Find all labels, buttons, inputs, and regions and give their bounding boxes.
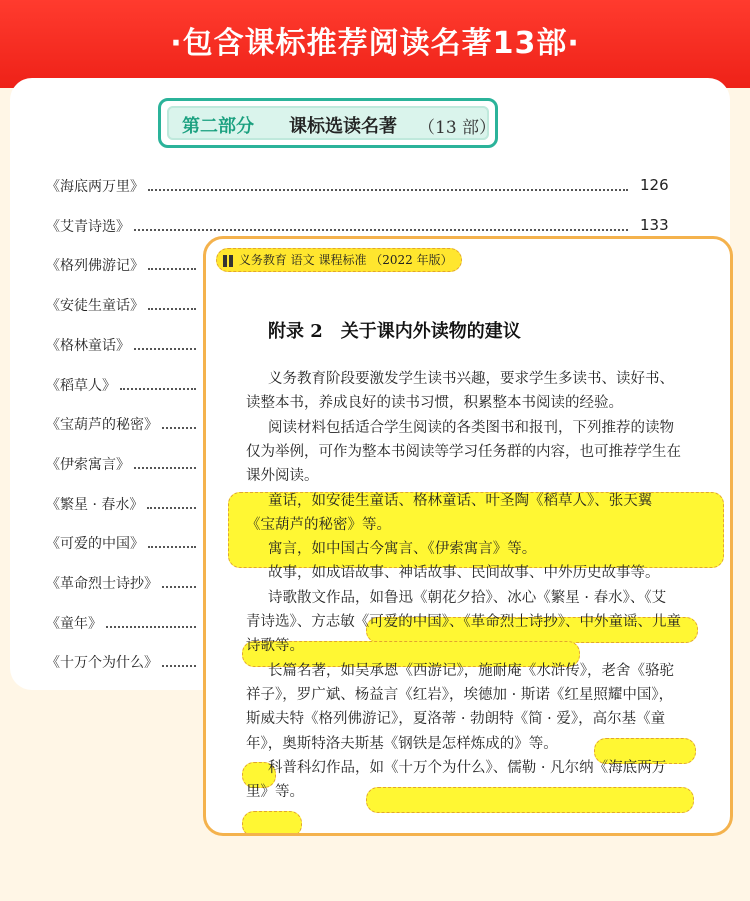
- toc-dot-leader: [147, 507, 196, 509]
- toc-dot-leader: [162, 586, 196, 588]
- banner-title: ·包含课标推荐阅读名著13部·: [170, 26, 580, 61]
- book-text-line: 年》，奥斯特洛夫斯基《钢铁是怎样炼成的》等。: [246, 735, 558, 752]
- toc-item-title: 《格林童话》: [46, 337, 130, 354]
- toc-dot-leader: [148, 308, 196, 310]
- toc-dot-leader: [148, 546, 196, 548]
- section-name-label: 课标选读名著: [289, 116, 397, 137]
- appendix-title: 附录 2 关于课内外读物的建议: [268, 321, 521, 342]
- book-text-line: 里》等。: [246, 784, 304, 801]
- toc-item-title: 《繁星 · 春水》: [46, 496, 144, 513]
- toc-item: [46, 176, 686, 200]
- section-tab-inner: [167, 106, 497, 140]
- book-text-line: 诗歌等。: [246, 638, 304, 655]
- section-part-label: 第二部分: [182, 116, 254, 137]
- toc-dot-leader: [106, 626, 196, 628]
- toc-dot-leader: [148, 189, 628, 191]
- book-text-line: 童话，如安徒生童话、格林童话、叶圣陶《稻草人》、张天翼: [268, 492, 653, 509]
- toc-item-title: 《童年》: [46, 615, 102, 632]
- toc-item-title: 《格列佛游记》: [46, 258, 144, 275]
- toc-item-title: 《可爱的中国》: [46, 536, 144, 553]
- section-tab: [158, 98, 498, 148]
- toc-item-title: 《十万个为什么》: [46, 655, 158, 672]
- book-text-line: 科普科幻作品，如《十万个为什么》、儒勒 · 凡尔纳《海底两万: [268, 759, 667, 776]
- toc-dot-leader: [162, 427, 196, 429]
- toc-item-title: 《宝葫芦的秘密》: [46, 417, 158, 434]
- book-text-line: 寓言，如中国古今寓言、《伊索寓言》等。: [268, 541, 537, 558]
- book-text-line: 故事，如成语故事、神话故事、民间故事、中外历史故事等。: [268, 565, 660, 582]
- book-text-line: 《宝葫芦的秘密》等。: [246, 516, 391, 533]
- toc-item-title: 《伊索寓言》: [46, 456, 130, 473]
- book-text-line: 义务教育阶段要激发学生读书兴趣，要求学生多读书、读好书、: [268, 371, 674, 387]
- toc-dot-leader: [148, 268, 196, 270]
- book-header-text: 义务教育 语文 课程标准 （2022 年版）: [238, 253, 453, 267]
- book-text-line: 祥子》，罗广斌、杨益言《红岩》，埃德加 · 斯诺《红星照耀中国》，: [246, 686, 674, 703]
- toc-item-title: 《安徒生童话》: [46, 298, 144, 315]
- toc-item-title: 《海底两万里》: [46, 179, 144, 195]
- toc-item-page: 126: [640, 176, 669, 194]
- text-highlight: [366, 787, 694, 813]
- toc-dot-leader: [162, 665, 196, 667]
- book-text-line: 课外阅读。: [246, 468, 319, 485]
- toc-item-page: 133: [640, 215, 669, 234]
- book-text-line: 读整本书，养成良好的读书习惯，积累整本书阅读的经验。: [246, 395, 623, 412]
- section-count-label: （13 部）: [418, 118, 497, 138]
- header-bar-icon: [223, 255, 227, 267]
- book-text-line: 斯威夫特《格列佛游记》，夏洛蒂 · 勃朗特《简 · 爱》，高尔基《童: [246, 711, 666, 728]
- toc-dot-leader: [120, 388, 196, 390]
- top-banner: [0, 0, 750, 88]
- toc-item-title: 《艾青诗选》: [46, 218, 130, 235]
- book-header-tag: [216, 248, 462, 272]
- curriculum-page-excerpt: [203, 236, 733, 836]
- toc-dot-leader: [134, 348, 196, 350]
- header-bar-icon: [229, 255, 233, 267]
- toc-dot-leader: [134, 467, 196, 469]
- book-text-line: 阅读材料包括适合学生阅读的各类图书和报刊，下列推荐的读物: [268, 419, 674, 436]
- book-text-line: 仅为举例，可作为整本书阅读等学习任务群的内容，也可推荐学生在: [246, 443, 681, 460]
- toc-item-title: 《稻草人》: [46, 377, 116, 394]
- book-text-line: 长篇名著，如吴承恩《西游记》，施耐庵《水浒传》，老舍《骆驼: [268, 662, 674, 679]
- book-text-line: 青诗选》、方志敏《可爱的中国》、《革命烈士诗抄》、中外童谣、儿童: [246, 614, 681, 630]
- toc-item-title: 《革命烈士诗抄》: [46, 576, 158, 592]
- toc-dot-leader: [134, 229, 628, 231]
- text-highlight: [242, 811, 302, 836]
- book-text-line: 诗歌散文作品，如鲁迅《朝花夕拾》、冰心《繁星 · 春水》、《艾: [268, 589, 667, 606]
